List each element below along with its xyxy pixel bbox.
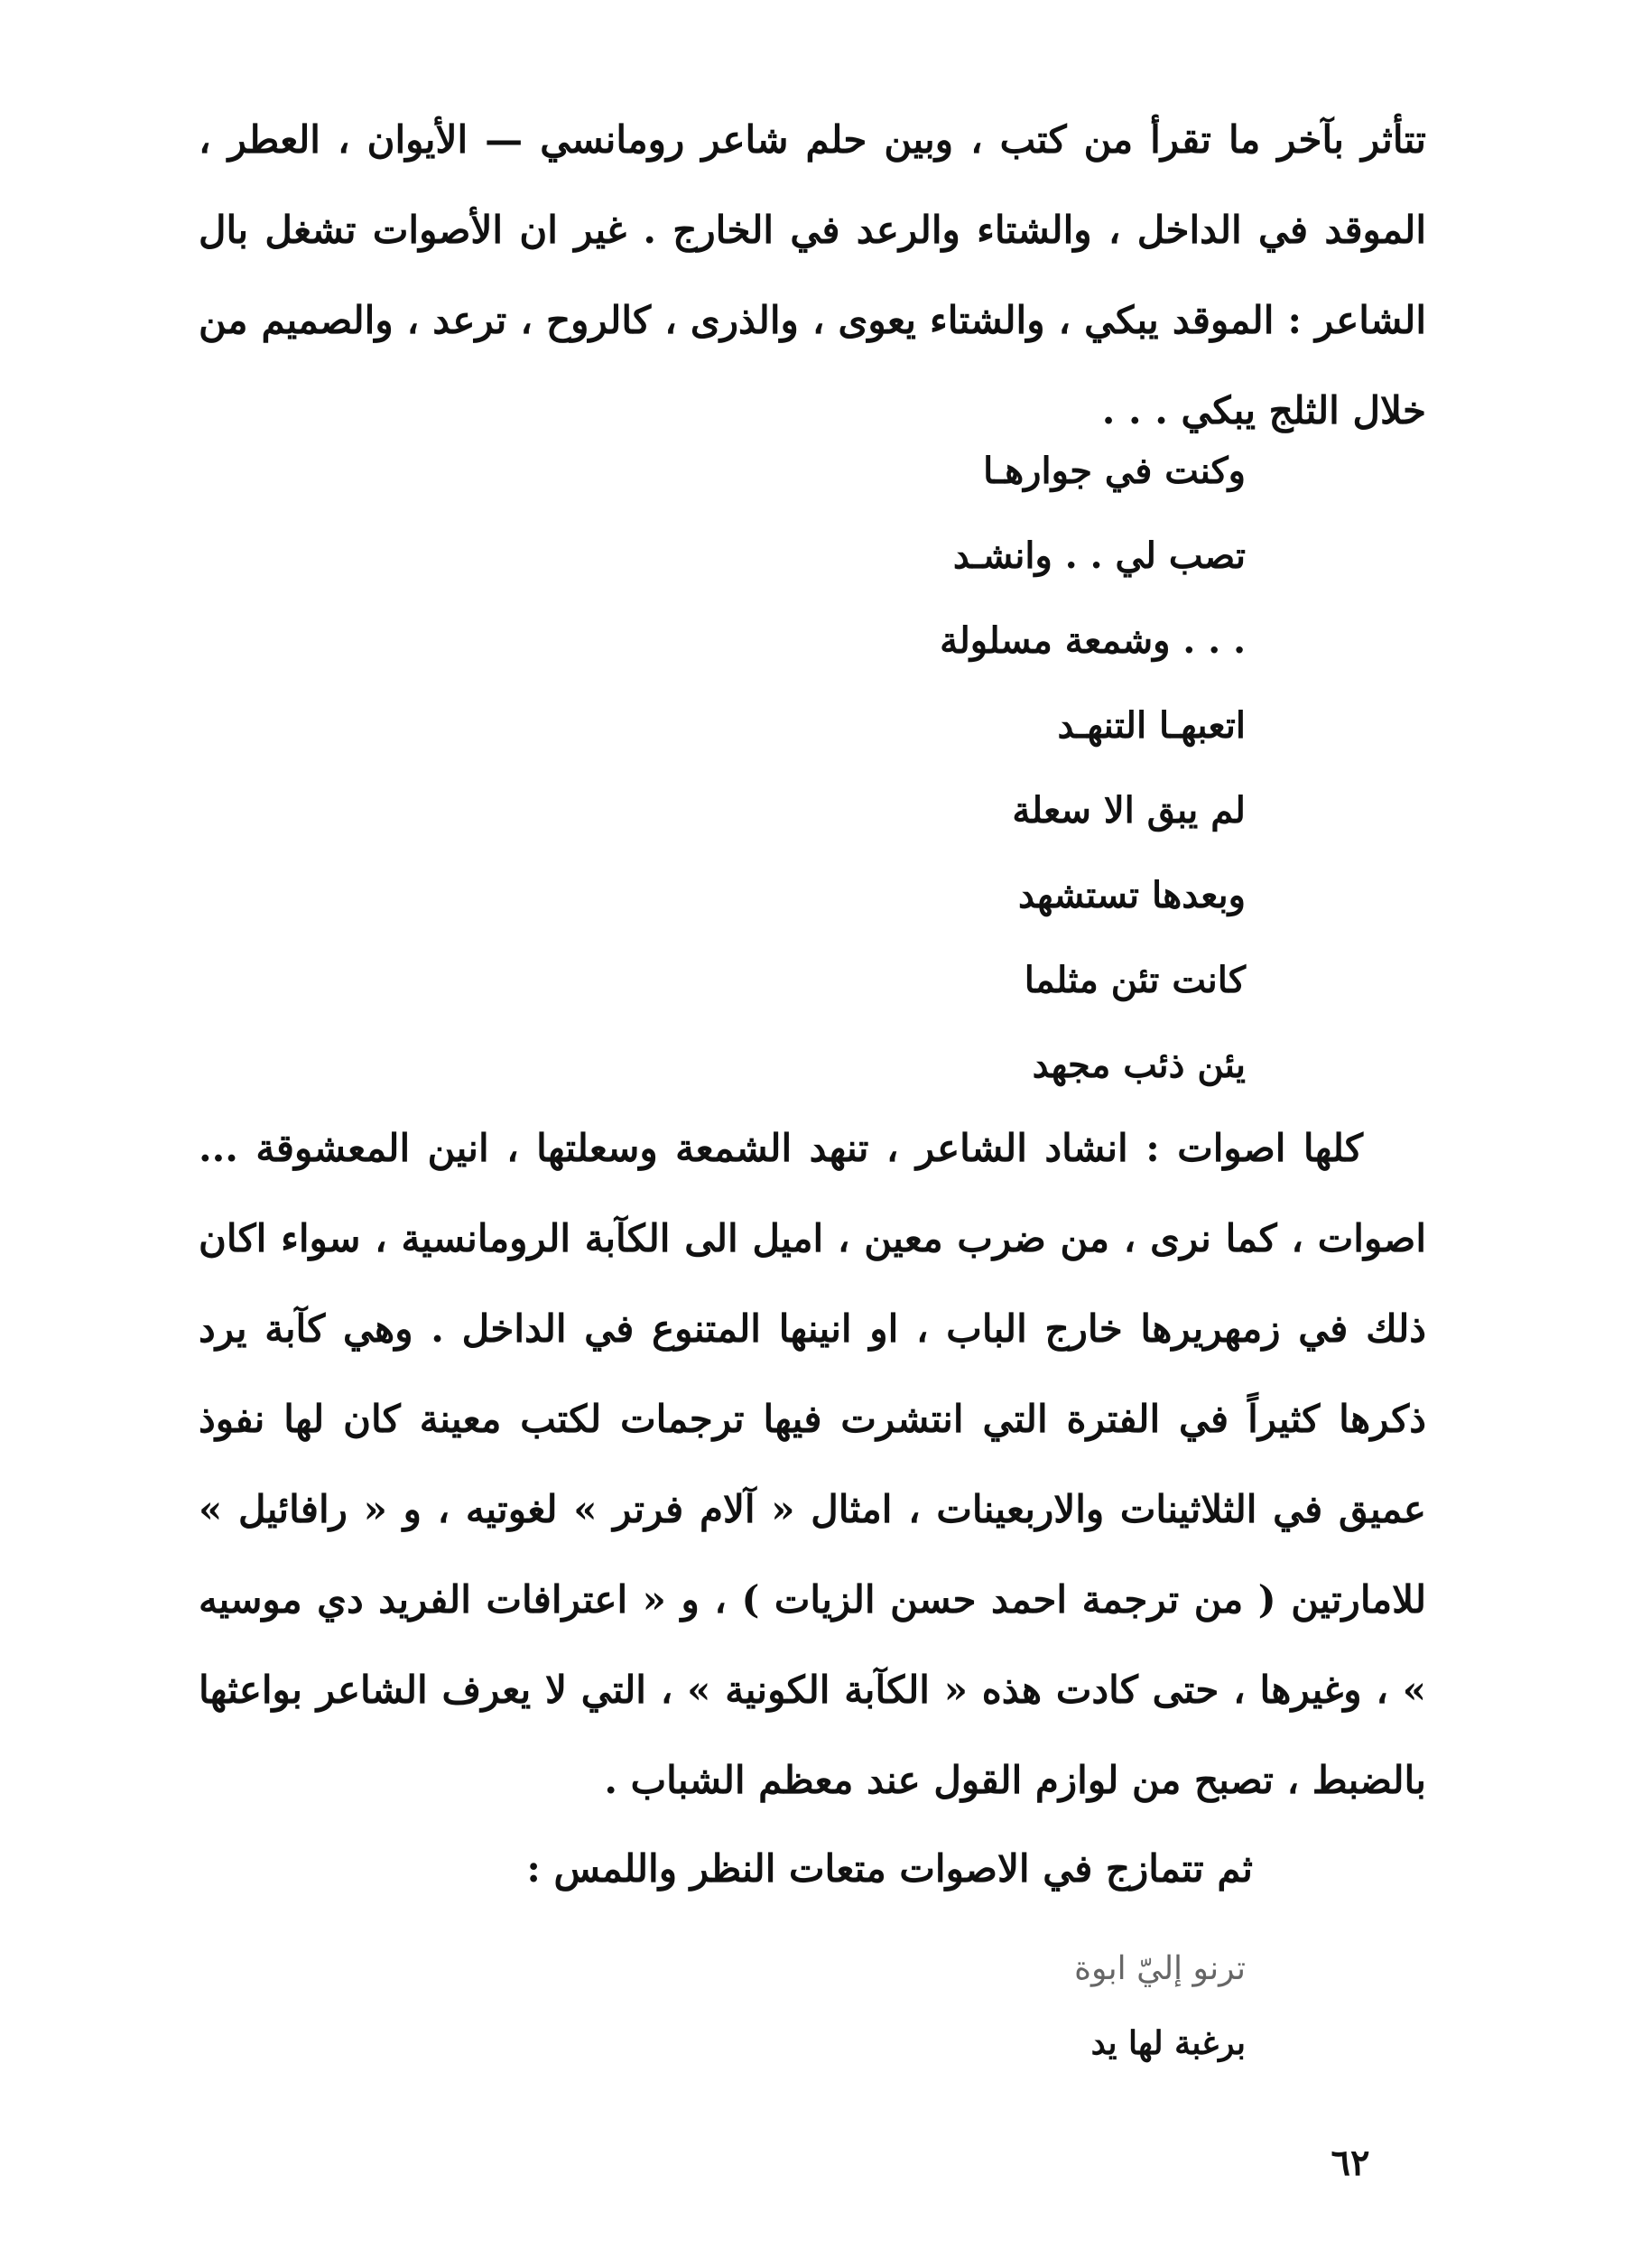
poem-line: . . . وشمعة مسلولة	[940, 619, 1246, 662]
paragraph-commentary-text: كلها اصوات : انشاد الشاعر ، تنهد الشمعة وسعلتها ، انين المعشوقة ... اصوات ، كما نرى ، من ضرب معين ، اميل الى الكآبة الرومانسية ، سواء اكان ذلك في زمهريرها خارج الباب ، او انينها المتنوع في الداخل . وهي كآبة يرد ذكرها كثيراً في الفترة التي انتشرت فيها ترجمات لكتب معينة كان لها نفوذ عميق في الثلاثينات والاربعينات ، امثال « آلام فرتر » لغوتيه ، و « رافائيل » للامارتين ( من ترجمة احمد حسن الزيات ) ، و « اعترافات الفريد دي موسيه » ، وغيرها ، حتى كادت هذه « الكآبة الكونية » ، التي لا يعرف الشاعر بواعثها بالضبط ، تصبح من لوازم القول عند معظم الشباب .	[199, 1126, 1426, 1802]
poem-stanza-two	[794, 1932, 1246, 2080]
paragraph-opening-text: تتأثر بآخر ما تقرأ من كتب ، وبين حلم شاعر رومانسي — الأيوان ، العطر ، الموقد في الداخل ، والشتاء والرعد في الخارج . غير ان الأصوات تشغل بال الشاعر : الموقد يبكي ، والشتاء يعوى ، والذرى ، كالروح ، ترعد ، والصميم من خلال الثلج يبكي . . .	[199, 117, 1426, 432]
paragraph-opening	[199, 95, 1426, 456]
page-number: ٦٢	[1331, 2142, 1370, 2184]
poem-line: وكنت في جوارهـا	[983, 450, 1246, 492]
poem-line: كانت تئن مثلما	[1024, 959, 1246, 1001]
poem-line: وبعدها تستشهد	[1018, 874, 1246, 916]
poem-line: لم يبق الا سعلة	[1012, 789, 1246, 832]
poem-intro-line: ثم تتمازج في الاصوات متعات النظر واللمس :	[526, 1846, 1253, 1891]
poem-stanza-one	[704, 429, 1246, 1108]
paragraph-commentary	[199, 1103, 1426, 1826]
poem-line: يئن ذئب مجهد	[1032, 1044, 1246, 1086]
poem-line: تصب لي . . وانشـد	[952, 534, 1246, 577]
poem-line: برغبة لها يد	[1090, 2024, 1246, 2062]
poem-line: اتعبهـا التنهـد	[1057, 704, 1246, 747]
poem-line: ترنو إليّ ابوة	[1074, 1950, 1246, 1987]
